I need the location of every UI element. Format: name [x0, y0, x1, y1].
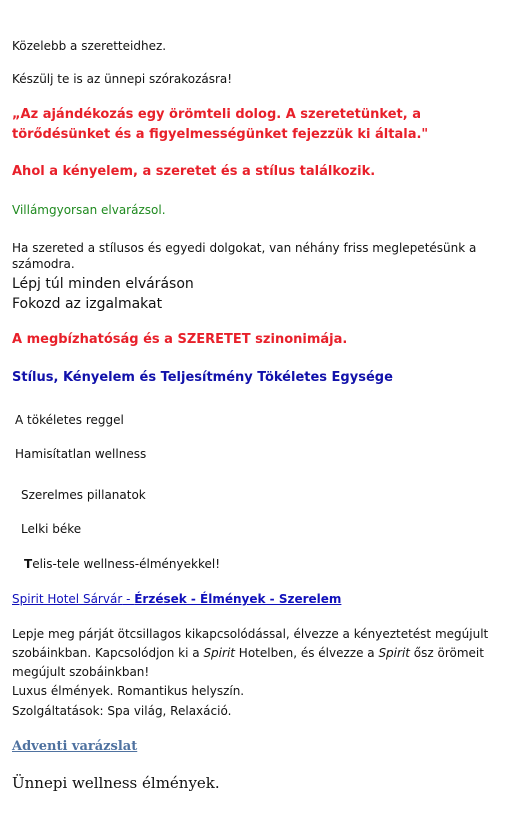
hotel-link-line[interactable] [12, 591, 341, 607]
luxury-line: Luxus élmények. Romantikus helyszín. [12, 684, 245, 698]
hotel-name-link[interactable]: Spirit Hotel Sárvár [12, 592, 123, 606]
intro-line-2: Készülj te is az ünnepi szórakozásra! [12, 72, 233, 86]
feature-romantic-moments: Szerelmes pillanatok [21, 488, 146, 502]
wellness-initial-letter: T [24, 557, 33, 571]
closing-line: Ünnepi wellness élmények. [12, 774, 220, 792]
magic-tagline: Villámgyorsan elvarázsol. [12, 203, 166, 217]
spirit-word-1: Spirit [203, 646, 235, 660]
spirit-word-2: Spirit [378, 646, 410, 660]
services-line: Szolgáltatások: Spa világ, Relaxáció. [12, 704, 232, 718]
wellness-line-text: elis-tele wellness-élményekkel! [32, 557, 221, 571]
advent-magic-link[interactable]: Adventi varázslat [12, 739, 138, 754]
description-part-3: ősz örömeit megújult szobáinkban! [12, 646, 484, 679]
gift-quote: „Az ajándékozás egy örömteli dolog. A szeretetünket, a törődésünket és a figyelmességünket fejezzük ki általa." [12, 107, 429, 142]
hotel-description [12, 625, 517, 682]
exceed-expectations-line: Lépj túl minden elváráson [12, 276, 194, 292]
intro-line-1: Közelebb a szeretteidhez. [12, 39, 167, 53]
comfort-tagline: Ahol a kényelem, a szeretet és a stílus találkozik. [12, 164, 376, 179]
reliability-statement: A megbízhatóság és a SZERETET szinonimája. [12, 332, 348, 347]
feature-peace-of-mind: Lelki béke [21, 522, 82, 536]
wellness-experiences-line [24, 556, 220, 572]
hotel-topics-link[interactable]: Érzések - Élmények - Szerelem [134, 592, 342, 606]
lead-text: Ha szereted a stílusos és egyedi dolgokat, van néhány friss meglepetésünk a számodra. [12, 241, 477, 271]
feature-genuine-wellness: Hamisítatlan wellness [15, 447, 147, 461]
unity-heading: Stílus, Kényelem és Teljesítmény Tökéletes Egysége [12, 370, 393, 385]
description-part-1: Lepje meg párját ötcsillagos kikapcsolódással, élvezze a kényeztetést megújult szobáinkban. Kapcsolódjon ki a [12, 627, 489, 660]
heighten-excitement-line: Fokozd az izgalmakat [12, 296, 163, 312]
hotel-link-separator[interactable]: - [122, 592, 135, 606]
feature-perfect-morning: A tökéletes reggel [15, 413, 124, 427]
description-part-2: Hotelben, és élvezze a [234, 646, 379, 660]
